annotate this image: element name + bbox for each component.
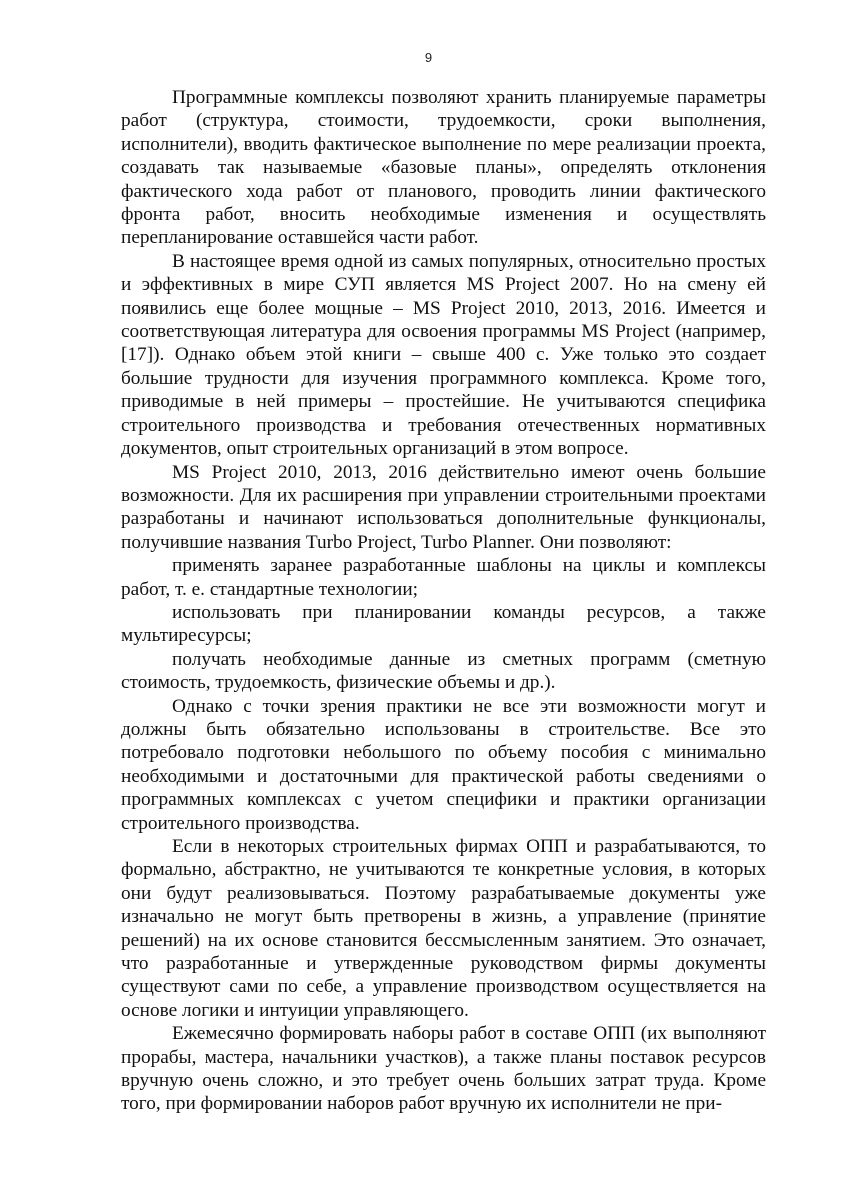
- paragraph: Программные комплексы позволяют хранить планируемые параметры работ (структура, стоимости, трудоемкости, сроки выполнения, исполнители), вводить фактическое выполнение по мере реализации проекта, создавать так называемые «базовые планы», определять отклонения фактического хода работ от планового, проводить линии фактического фронта работ, вносить необходимые изменения и осуществлять перепланирование оставшейся части работ.: [121, 87, 766, 249]
- paragraph: MS Project 2010, 2013, 2016 действительно имеют очень большие возможности. Для их расширения при управлении строительными проектами разработаны и начинают использоваться дополнительные функционалы, получившие названия Turbo Project, Turbo Planner. Они позволяют:: [121, 461, 766, 553]
- paragraph: Если в некоторых строительных фирмах ОПП и разрабатываются, то формально, абстрактно, не учитываются те конкретные условия, в которых они будут реализовываться. Поэтому разрабатываемые документы уже изначально не могут быть претворены в жизнь, а управление (принятие решений) на их основе становится бессмысленным занятием. Это означает, что разработанные и утвержденные руководством фирмы документы существуют сами по себе, а управление производством осуществляется на основе логики и интуиции управляющего.: [121, 836, 766, 1021]
- list-item: применять заранее разработанные шаблоны на циклы и комплексы работ, т. е. стандартные технологии;: [121, 555, 766, 600]
- paragraph: В настоящее время одной из самых популярных, относительно простых и эффективных в мире СУП является MS Project 2007. Но на смену ей появились еще более мощные – MS Project 2010, 2013, 2016. Имеется и соответствующая литература для освоения программы MS Project (например, [17]). Однако объем этой книги – свыше 400 с. Уже только это создает большие трудности для изучения программного комплекса. Кроме того, приводимые в ней примеры – простейшие. Не учитываются специфика строительного производства и требования отечественных нормативных документов, опыт строительных организаций в этом вопросе.: [121, 250, 766, 460]
- document-body: [121, 86, 766, 1116]
- paragraph: Однако с точки зрения практики не все эти возможности могут и должны быть обязательно использованы в строительстве. Все это потребовало подготовки небольшого по объему пособия с минимально необходимыми и достаточными для практической работы сведениями о программных комплексах с учетом специфики и практики организации строительного производства.: [121, 695, 766, 834]
- page-number: 9: [424, 50, 433, 65]
- paragraph: Ежемесячно формировать наборы работ в составе ОПП (их выполняют прорабы, мастера, начальники участков), а также планы поставок ресурсов вручную очень сложно, и это требует очень больших затрат труда. Кроме того, при формировании наборов работ вручную их исполнители не при-: [121, 1023, 766, 1115]
- list-item: получать необходимые данные из сметных программ (сметную стоимость, трудоемкость, физические объемы и др.).: [121, 648, 766, 694]
- list-item: использовать при планировании команды ресурсов, а также мультиресурсы;: [121, 601, 766, 647]
